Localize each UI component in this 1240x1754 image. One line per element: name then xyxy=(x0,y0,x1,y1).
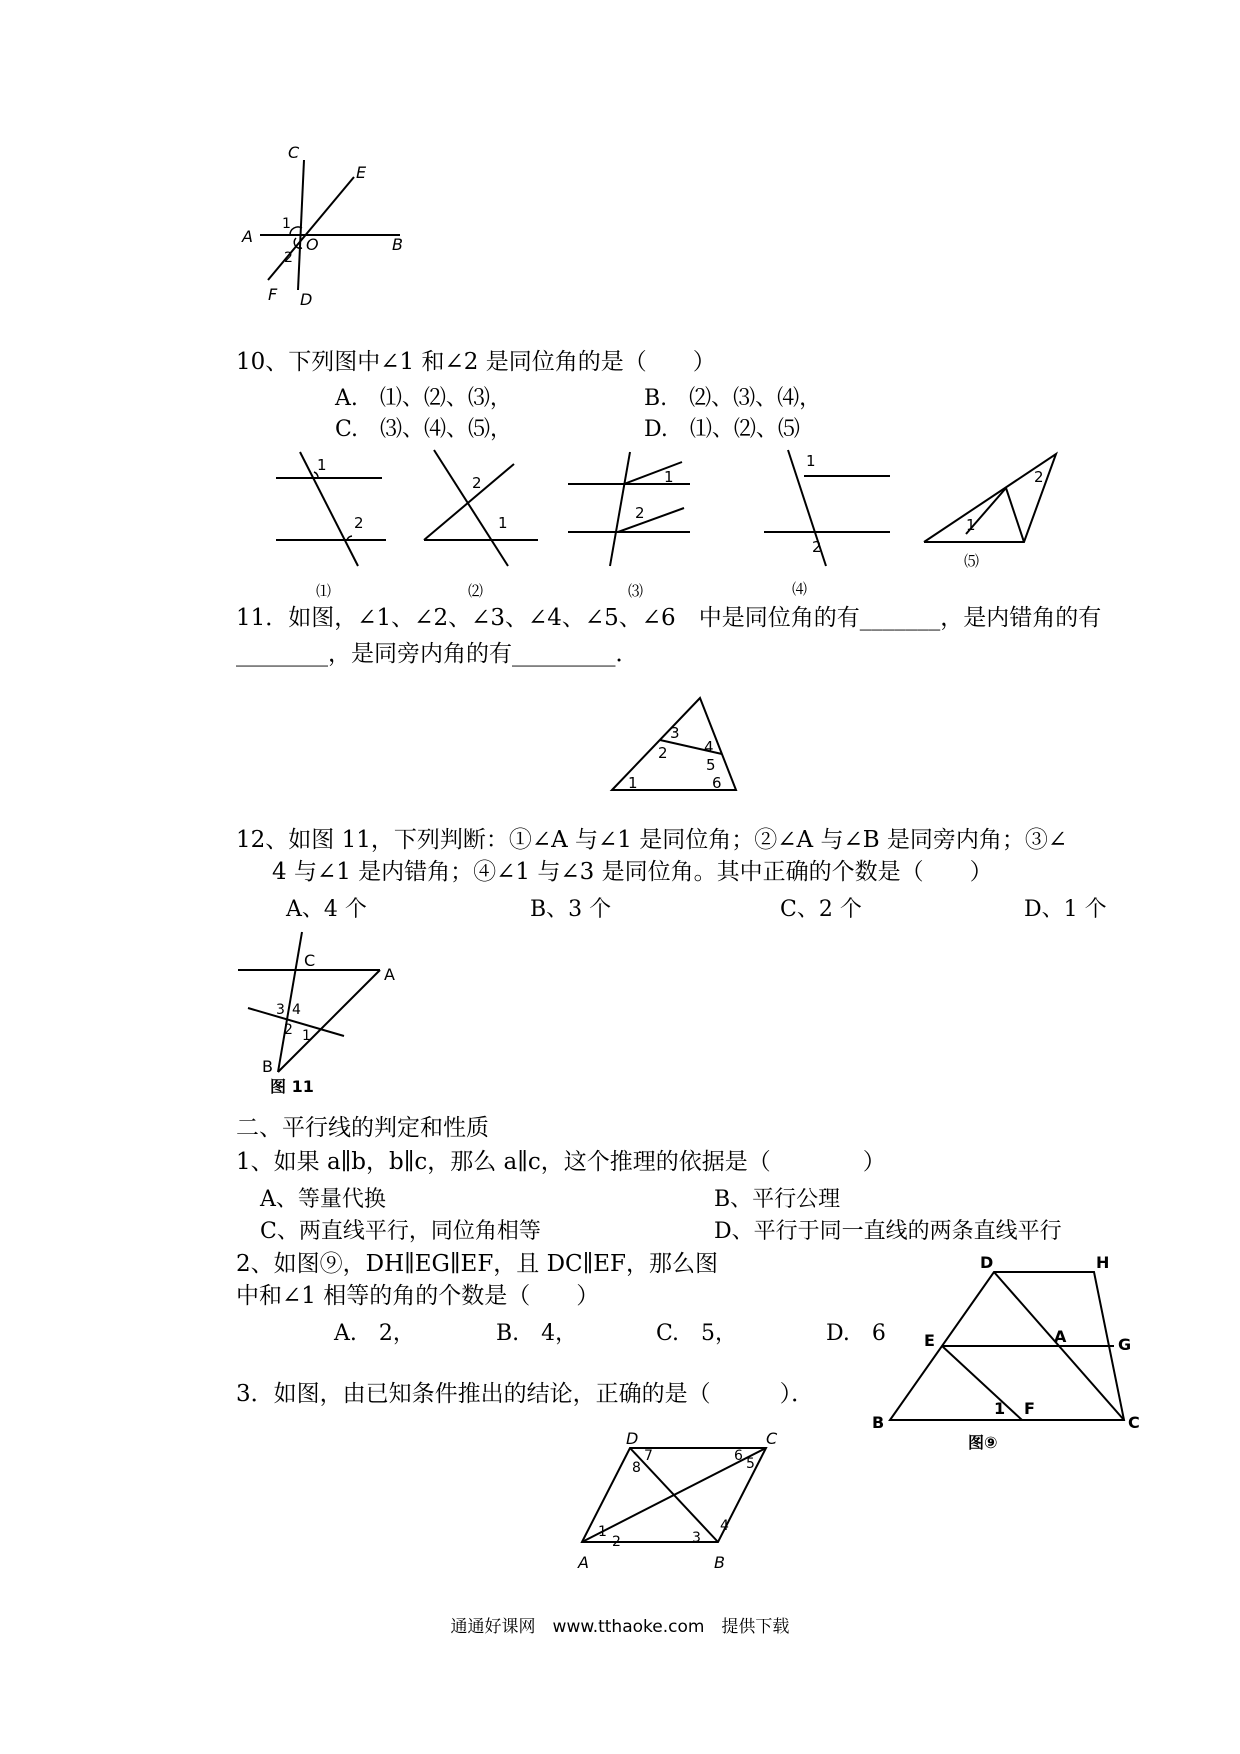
figure-caption: 图 11 xyxy=(270,1077,314,1096)
q12-line-2: 4 与∠1 是内错角；④∠1 与∠3 是同位角。其中正确的个数是（ ） xyxy=(272,859,993,885)
s2q2-option-a: A. 2， xyxy=(334,1321,415,1346)
angle-label: 3 xyxy=(670,724,680,742)
s2q3-figure-parallelogram xyxy=(570,1430,790,1580)
angle-label: 1 xyxy=(806,452,816,470)
angle-label-1: 1 xyxy=(994,1399,1006,1418)
q10-figure-3 xyxy=(560,448,700,600)
q11-line-1: 11．如图，∠1、∠2、∠3、∠4、∠5、∠6 中是同位角的有_______，是内错角的有 xyxy=(236,605,1102,631)
angle-label: 1 xyxy=(317,456,327,474)
angle-label-4: 4 xyxy=(720,1518,729,1534)
angle-label: 1 xyxy=(664,468,674,486)
angle-label: 5 xyxy=(706,756,716,774)
label-D: D xyxy=(626,1429,639,1448)
s2q2-option-d: D. 6 xyxy=(826,1321,886,1346)
angle-label: 1 xyxy=(966,516,976,534)
label-B: B xyxy=(262,1057,273,1076)
page-footer: 通通好课网 www.tthaoke.com 提供下载 xyxy=(450,1617,790,1637)
q10-figure-5 xyxy=(920,448,1070,578)
q10-option-c: C. ⑶、⑷、⑸， xyxy=(335,417,513,442)
angle-label-3: 3 xyxy=(692,1530,701,1546)
label-A: A xyxy=(1054,1327,1067,1346)
angle-label: 2 xyxy=(1034,468,1044,486)
label-E: E xyxy=(356,163,367,182)
label-E: E xyxy=(924,1331,935,1350)
angle-label-2: 2 xyxy=(612,1534,621,1550)
angle-label: 6 xyxy=(712,774,722,792)
s2q2-option-c: C. 5， xyxy=(656,1321,738,1346)
s2q3-stem: 3．如图，由已知条件推出的结论，正确的是（ ）． xyxy=(236,1381,815,1407)
angle-label-1: 1 xyxy=(598,1524,607,1540)
label-C: C xyxy=(766,1429,778,1448)
figure-label-2: ⑵ xyxy=(468,582,484,600)
figure-caption: 图⑨ xyxy=(968,1433,998,1452)
label-O: O xyxy=(306,235,319,254)
q10-option-b: B. ⑵、⑶、⑷， xyxy=(644,386,822,411)
label-A: A xyxy=(578,1553,589,1572)
angle-label: 2 xyxy=(472,474,482,492)
angle-label-8: 8 xyxy=(632,1460,641,1476)
figure-label-3: ⑶ xyxy=(628,582,644,600)
label-D: D xyxy=(300,290,313,309)
q12-option-c: C、2 个 xyxy=(780,897,862,922)
label-B: B xyxy=(872,1413,885,1432)
s2q1-option-d: D、平行于同一直线的两条直线平行 xyxy=(714,1219,1062,1244)
label-C: C xyxy=(304,951,316,970)
angle-label-1: 1 xyxy=(302,1028,311,1044)
q11-line-2: ________，是同旁内角的有_________． xyxy=(236,641,639,667)
q10-figure-4 xyxy=(760,448,900,598)
angle-label: 2 xyxy=(812,538,822,556)
figure-label-4: ⑷ xyxy=(792,580,808,598)
angle-2-label: 2 xyxy=(284,250,293,266)
figure-label-1: ⑴ xyxy=(316,582,332,600)
angle-label-3: 3 xyxy=(276,1002,285,1018)
s2q2-option-b: B. 4， xyxy=(496,1321,578,1346)
q12-option-b: B、3 个 xyxy=(530,897,612,922)
angle-label-4: 4 xyxy=(292,1002,301,1018)
angle-label-2: 2 xyxy=(284,1022,293,1038)
label-B: B xyxy=(392,235,403,254)
label-C: C xyxy=(288,143,300,162)
section-2-title: 二、平行线的判定和性质 xyxy=(236,1115,489,1141)
q12-option-d: D、1 个 xyxy=(1024,897,1107,922)
q11-figure-triangle xyxy=(610,696,750,796)
angle-label: 2 xyxy=(658,744,668,762)
s2q1-option-a: A、等量代换 xyxy=(260,1187,386,1212)
label-B: B xyxy=(714,1553,725,1572)
angle-label: 2 xyxy=(635,504,645,522)
s2q1-option-b: B、平行公理 xyxy=(714,1187,841,1212)
q10-option-a: A. ⑴、⑵、⑶， xyxy=(335,386,512,411)
q10-option-d: D. ⑴、⑵、⑸ xyxy=(644,417,800,442)
angle-1-label: 1 xyxy=(282,216,291,232)
q10-stem: 10、下列图中∠1 和∠2 是同位角的是（ ） xyxy=(236,349,716,375)
angle-label-7: 7 xyxy=(644,1448,653,1464)
angle-label: 2 xyxy=(354,514,364,532)
q10-figure-2 xyxy=(420,448,550,600)
label-F: F xyxy=(1024,1399,1035,1418)
q12-option-a: A、4 个 xyxy=(286,897,367,922)
label-A: A xyxy=(242,227,253,246)
s2q2-line-1: 2、如图⑨，DH∥EG∥EF，且 DC∥EF，那么图 xyxy=(236,1251,719,1277)
q12-figure-11 xyxy=(236,930,406,1100)
label-G: G xyxy=(1118,1335,1132,1354)
angle-label: 1 xyxy=(498,514,508,532)
s2q2-figure-9 xyxy=(870,1253,1150,1456)
angle-label-6: 6 xyxy=(734,1448,743,1464)
s2q1-stem: 1、如果 a∥b，b∥c，那么 a∥c，这个推理的依据是（ ） xyxy=(236,1149,886,1175)
figure-label-5: ⑸ xyxy=(964,552,980,570)
angle-label-5: 5 xyxy=(746,1456,755,1472)
label-D: D xyxy=(980,1253,994,1272)
figure-intersecting-lines xyxy=(240,143,420,310)
q12-line-1: 12、如图 11，下列判断：①∠A 与∠1 是同位角；②∠A 与∠B 是同旁内角；③∠ xyxy=(236,827,1068,853)
label-H: H xyxy=(1096,1253,1110,1272)
angle-label: 4 xyxy=(704,738,714,756)
angle-label: 1 xyxy=(628,774,638,792)
s2q2-line-2: 中和∠1 相等的角的个数是（ ） xyxy=(236,1283,600,1309)
label-F: F xyxy=(268,285,278,304)
label-C: C xyxy=(1128,1413,1140,1432)
label-A: A xyxy=(384,965,395,984)
s2q1-option-c: C、两直线平行，同位角相等 xyxy=(260,1219,541,1244)
q10-figure-1 xyxy=(270,448,400,600)
